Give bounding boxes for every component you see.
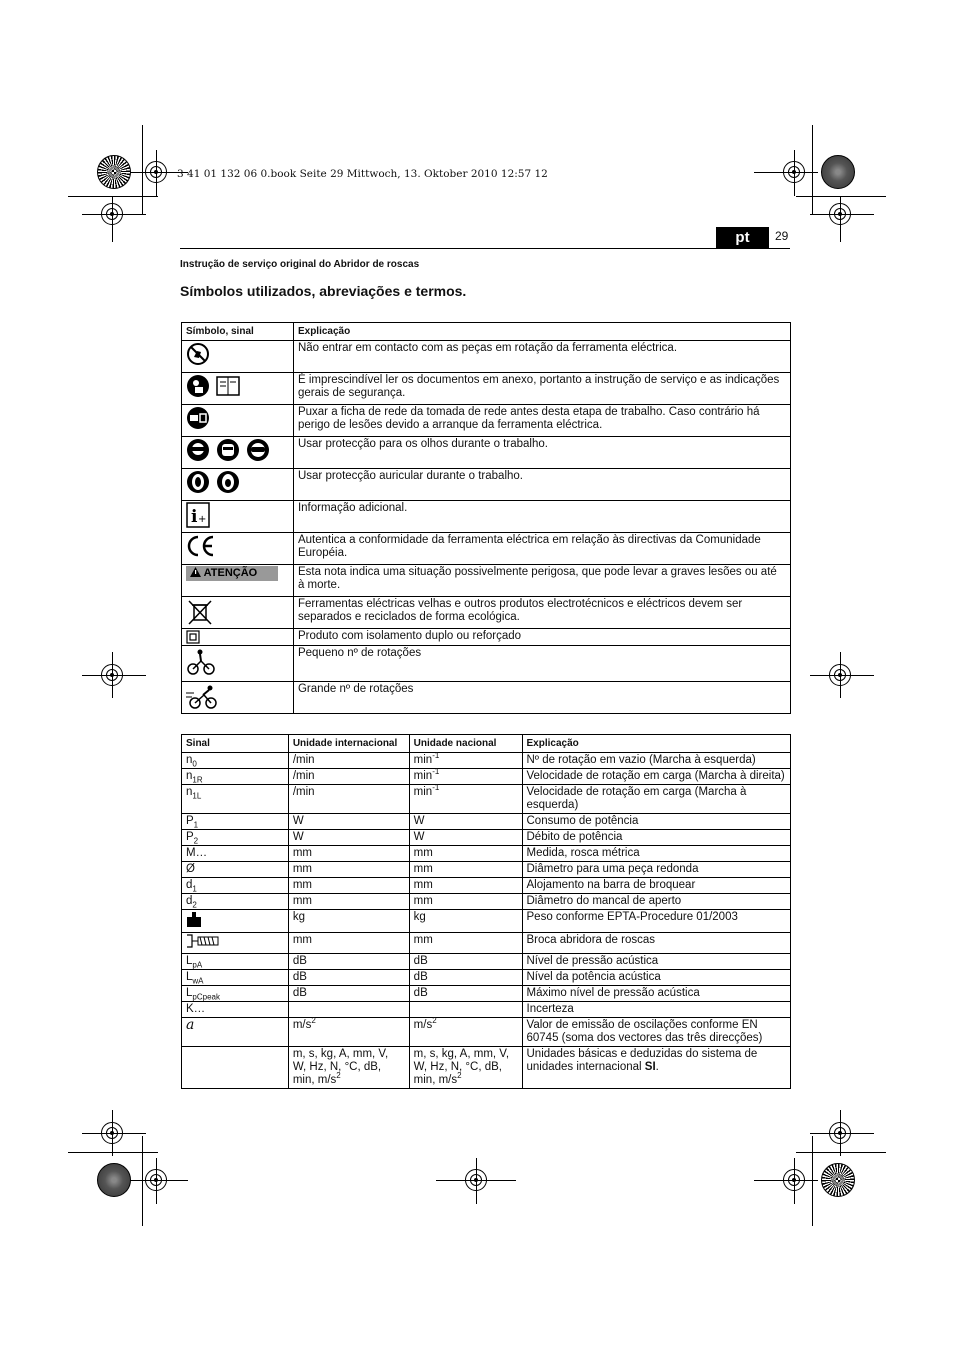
sign-text: d [186, 879, 193, 891]
table-row [182, 682, 791, 714]
registration-mark [101, 203, 123, 225]
registration-mark [101, 664, 123, 686]
sign-text: n [186, 770, 193, 782]
natl-unit-cell [409, 878, 522, 894]
explanation-text: Nível da potência acústica [526, 971, 661, 983]
intl-unit-cell [288, 814, 409, 830]
table-header-row [182, 735, 791, 753]
table-cell: Pequeno nº de rotações [293, 646, 790, 682]
intl-unit: mm [292, 847, 312, 859]
natl-unit: W [413, 831, 425, 843]
crop-mark [68, 1152, 158, 1153]
sign-text: P [186, 815, 194, 827]
explanation-cell [522, 878, 791, 894]
sign-subscript: 1 [193, 820, 199, 830]
explanation-cell [522, 753, 791, 769]
table-cell: Não entrar em contacto com as peças em rotação da ferramenta eléctrica. [293, 341, 790, 373]
sign-text: Ø [186, 863, 195, 875]
intl-unit-cell [288, 862, 409, 878]
table-row [182, 597, 791, 629]
natl-unit: min [413, 754, 433, 766]
sign-subscript: 2 [193, 836, 199, 846]
table-row [182, 862, 791, 878]
sign-subscript: pA [192, 960, 203, 970]
print-rosette [821, 155, 855, 189]
intl-unit: /min [292, 770, 315, 782]
registration-mark [829, 1122, 851, 1144]
ce-mark-icon [186, 534, 216, 558]
weight-icon [186, 911, 202, 927]
intl-unit-cell [288, 1047, 409, 1089]
book-icon [216, 375, 240, 397]
intl-unit-cell [288, 785, 409, 814]
explanation-cell [522, 1018, 791, 1047]
sign-subscript: pCpeak [192, 992, 220, 1002]
sign-cell [182, 986, 289, 1002]
column-header: Unidade nacional [409, 735, 522, 753]
tap-drill-icon [186, 934, 220, 948]
print-rosette [821, 1163, 855, 1197]
table-row [182, 878, 791, 894]
warning-text: ATENÇÃO [203, 567, 258, 579]
intl-unit-cell [288, 986, 409, 1002]
intl-unit-cell [288, 878, 409, 894]
natl-unit-cell [409, 846, 522, 862]
intl-unit: W [292, 831, 304, 843]
table-row [182, 894, 791, 910]
intl-unit: mm [292, 879, 312, 891]
unplug-icon [186, 406, 210, 430]
explanation-cell [522, 894, 791, 910]
crop-mark [68, 196, 158, 197]
natl-unit-cell [409, 970, 522, 986]
table-row [182, 814, 791, 830]
table-cell: Usar protecção auricular durante o trabalho. [293, 469, 790, 501]
units-table [181, 734, 791, 1089]
page-number: 29 [775, 229, 789, 243]
intl-unit-superscript: 2 [336, 1071, 341, 1081]
face-shield-icon [216, 438, 240, 462]
intl-unit-cell [288, 830, 409, 846]
natl-unit: kg [413, 911, 426, 923]
intl-unit-cell [288, 910, 409, 933]
intl-unit: dB [292, 955, 307, 967]
natl-unit-cell [409, 785, 522, 814]
sign-text: L [186, 955, 193, 967]
sign-cell [182, 785, 289, 814]
explanation-cell [522, 933, 791, 954]
intl-unit-cell [288, 1002, 409, 1018]
natl-unit: W [413, 815, 425, 827]
intl-unit-cell [288, 933, 409, 954]
sign-text: K… [186, 1003, 206, 1015]
intl-unit: mm [292, 895, 312, 907]
sign-cell [182, 894, 289, 910]
ear-protection-icon [186, 470, 210, 494]
explanation-text: Diâmetro para uma peça redonda [526, 863, 699, 875]
sign-text: P [186, 831, 194, 843]
intl-unit: kg [292, 911, 305, 923]
natl-unit-superscript: 2 [432, 1016, 437, 1026]
explanation-text: Máximo nível de pressão acústica [526, 987, 700, 999]
table-row [182, 533, 791, 565]
explanation-text: Medida, rosca métrica [526, 847, 640, 859]
info-icon [186, 502, 210, 528]
sign-cell [182, 846, 289, 862]
intl-unit-cell [288, 954, 409, 970]
table-cell: Produto com isolamento duplo ou reforçado [293, 629, 790, 646]
sign-cell [182, 769, 289, 785]
explanation-cell [522, 769, 791, 785]
header-rule [180, 248, 790, 249]
column-header: Símbolo, sinal [182, 323, 294, 341]
weee-bin-icon [186, 598, 214, 626]
table-row [182, 1002, 791, 1018]
table-row [182, 1018, 791, 1047]
intl-unit-superscript: 2 [311, 1016, 316, 1026]
explanation-text: Broca abridora de roscas [526, 934, 655, 946]
sign-cell [182, 1018, 289, 1047]
table-cell: Usar protecção para os olhos durante o trabalho. [293, 437, 790, 469]
explanation-text: Diâmetro do mancal de aperto [526, 895, 682, 907]
svg-text:+: + [198, 514, 207, 525]
explanation-text: Débito de potência [526, 831, 623, 843]
crop-mark [142, 125, 143, 215]
explanation-cell [522, 986, 791, 1002]
document-subtitle: Instrução de serviço original do Abridor de roscas [180, 259, 420, 270]
sign-subscript: 2 [192, 900, 197, 910]
explanation-cell [522, 814, 791, 830]
column-header: Sinal [182, 735, 289, 753]
registration-mark [145, 161, 167, 183]
explanation-cell [522, 830, 791, 846]
natl-unit: mm [413, 847, 433, 859]
registration-mark [829, 664, 851, 686]
table-row [182, 830, 791, 846]
registration-mark [783, 1169, 805, 1191]
table-row [182, 1047, 791, 1089]
natl-unit-cell [409, 986, 522, 1002]
warning-icon [190, 567, 201, 577]
table-row [182, 910, 791, 933]
slow-bike-icon [186, 647, 216, 677]
natl-unit-cell [409, 753, 522, 769]
sign-text: d [186, 895, 193, 907]
table-row [182, 565, 791, 597]
read-manual-icon [186, 374, 210, 398]
explanation-tail: . [655, 1061, 659, 1073]
sign-subscript: 1L [192, 791, 202, 801]
explanation-cell [522, 1047, 791, 1089]
table-cell: Ferramentas eléctricas velhas e outros produtos electrotécnicos e eléctricos devem ser separados e reciclados de forma ecológica. [293, 597, 790, 629]
natl-unit-cell [409, 894, 522, 910]
crop-mark [812, 1136, 813, 1226]
column-header: Unidade internacional [288, 735, 409, 753]
sign-cell [182, 1002, 289, 1018]
eye-protection-icon [186, 438, 210, 462]
natl-unit-cell [409, 769, 522, 785]
table-row [182, 986, 791, 1002]
table-row [182, 629, 791, 646]
explanation-cell [522, 785, 791, 814]
registration-mark [783, 161, 805, 183]
natl-unit-cell [409, 814, 522, 830]
table-cell: Informação adicional. [293, 501, 790, 533]
table-row [182, 954, 791, 970]
natl-unit-superscript: -1 [432, 783, 440, 793]
sign-cell [182, 862, 289, 878]
print-rosette [97, 155, 131, 189]
crop-mark [812, 125, 813, 215]
natl-unit: min [413, 770, 433, 782]
intl-unit: mm [292, 863, 312, 875]
table-cell: Grande nº de rotações [293, 682, 790, 714]
explanation-cell [522, 954, 791, 970]
section-title: Símbolos utilizados, abreviações e termos. [180, 283, 467, 299]
table-row [182, 646, 791, 682]
sign-text: M… [186, 847, 208, 859]
intl-unit: dB [292, 987, 307, 999]
intl-unit-cell [288, 753, 409, 769]
table-row [182, 785, 791, 814]
sign-text: n [186, 754, 193, 766]
intl-unit-cell [288, 970, 409, 986]
sign-subscript: wA [192, 976, 204, 986]
table-row [182, 753, 791, 769]
registration-mark [145, 1169, 167, 1191]
language-badge: pt [716, 227, 769, 248]
sign-subscript: 0 [192, 759, 197, 769]
sign-cell [182, 910, 289, 933]
explanation-text: Valor de emissão de oscilações conforme EN 60745 (soma dos vectores das três direcções) [526, 1019, 763, 1044]
explanation-cell [522, 910, 791, 933]
explanation-cell [522, 1002, 791, 1018]
book-filename: 3 41 01 132 06 0.book Seite 29 Mittwoch, 13. Oktober 2010 12:57 12 [177, 168, 548, 180]
symbols-table [181, 322, 791, 714]
registration-mark [101, 1122, 123, 1144]
sign-text: n [186, 786, 193, 798]
table-row [182, 769, 791, 785]
natl-unit-superscript: 2 [457, 1071, 462, 1081]
table-row [182, 405, 791, 437]
natl-unit: mm [413, 879, 433, 891]
earmuff-icon [216, 470, 240, 494]
explanation-text: Alojamento na barra de broquear [526, 879, 696, 891]
natl-unit-cell [409, 830, 522, 846]
explanation-text: Nível de pressão acústica [526, 955, 659, 967]
natl-unit: min [413, 786, 433, 798]
explanation-text: Peso conforme EPTA-Procedure 01/2003 [526, 911, 738, 923]
intl-unit-cell [288, 1018, 409, 1047]
table-row [182, 437, 791, 469]
intl-unit-cell [288, 769, 409, 785]
table-row [182, 846, 791, 862]
natl-unit-cell [409, 933, 522, 954]
intl-unit: mm [292, 934, 312, 946]
sign-cell [182, 878, 289, 894]
table-row [182, 933, 791, 954]
natl-unit-cell [409, 862, 522, 878]
sign-cell [182, 970, 289, 986]
explanation-text: Velocidade de rotação em carga (Marcha à direita) [526, 770, 785, 782]
sign-text: L [186, 971, 193, 983]
registration-mark [829, 203, 851, 225]
explanation-text: Nº de rotação em vazio (Marcha à esquerda) [526, 754, 756, 766]
crop-mark [796, 196, 886, 197]
column-header: Explicação [293, 323, 790, 341]
intl-unit: m/s [292, 1019, 312, 1031]
intl-unit-cell [288, 894, 409, 910]
print-rosette [97, 1163, 131, 1197]
table-cell: É imprescindível ler os documentos em anexo, portanto a instrução de serviço e as indicações gerais de segurança. [293, 373, 790, 405]
intl-unit: /min [292, 754, 315, 766]
natl-unit: m, s, kg, A, mm, V, W, Hz, N, °C, dB, min, m/s [413, 1048, 510, 1086]
sign-cell [182, 933, 289, 954]
table-row [182, 373, 791, 405]
table-cell: Puxar a ficha de rede da tomada de rede antes desta etapa de trabalho. Caso contrário há perigo de lesões devido a arranque da ferramenta eléctrica. [293, 405, 790, 437]
table-cell: Autentica a conformidade da ferramenta eléctrica em relação às directivas da Comunidade Européia. [293, 533, 790, 565]
natl-unit-superscript: -1 [432, 751, 440, 761]
explanation-text: Consumo de potência [526, 815, 639, 827]
explanation-cell [522, 862, 791, 878]
natl-unit-cell [409, 1047, 522, 1089]
sign-cell [182, 830, 289, 846]
intl-unit: dB [292, 971, 307, 983]
intl-unit: W [292, 815, 304, 827]
goggles-icon [246, 438, 270, 462]
table-row [182, 469, 791, 501]
intl-unit: /min [292, 786, 315, 798]
double-insulation-icon [186, 630, 200, 644]
natl-unit: dB [413, 971, 428, 983]
intl-unit-cell [288, 846, 409, 862]
sign-cell [182, 814, 289, 830]
natl-unit-cell [409, 954, 522, 970]
crop-mark [142, 1136, 143, 1226]
natl-unit-cell [409, 910, 522, 933]
table-row [182, 970, 791, 986]
explanation-bold: SI [644, 1061, 656, 1073]
crop-mark [796, 1152, 886, 1153]
sign-subscript: 1R [192, 775, 203, 785]
table-cell: Esta nota indica uma situação possivelmente perigosa, que pode levar a graves lesões ou até à morte. [293, 565, 790, 597]
natl-unit: dB [413, 987, 428, 999]
explanation-text: Incerteza [526, 1003, 574, 1015]
natl-unit-cell [409, 1002, 522, 1018]
natl-unit: mm [413, 895, 433, 907]
explanation-text: Unidades básicas e deduzidas do sistema de unidades internacional [526, 1048, 758, 1073]
svg-text:i: i [191, 507, 198, 527]
table-row [182, 341, 791, 373]
intl-unit: m, s, kg, A, mm, V, W, Hz, N, °C, dB, min, m/s [292, 1048, 389, 1086]
natl-unit: mm [413, 934, 433, 946]
explanation-cell [522, 846, 791, 862]
sign-cell [182, 1047, 289, 1089]
table-row [182, 501, 791, 533]
registration-mark [465, 1169, 487, 1191]
natl-unit: mm [413, 863, 433, 875]
natl-unit-cell [409, 1018, 522, 1047]
explanation-cell [522, 970, 791, 986]
fast-bike-icon [186, 683, 220, 711]
natl-unit-superscript: -1 [432, 767, 440, 777]
warning-label [186, 566, 278, 581]
sign-subscript: 1 [192, 884, 197, 894]
natl-unit: dB [413, 955, 428, 967]
explanation-text: Velocidade de rotação em carga (Marcha à esquerda) [526, 786, 747, 811]
sign-cell [182, 954, 289, 970]
sign-text: a [186, 1017, 195, 1033]
table-header-row [182, 323, 791, 341]
no-touch-rotating-icon [186, 342, 210, 366]
natl-unit: m/s [413, 1019, 433, 1031]
sign-text: L [186, 987, 193, 999]
column-header: Explicação [522, 735, 791, 753]
sign-cell [182, 753, 289, 769]
